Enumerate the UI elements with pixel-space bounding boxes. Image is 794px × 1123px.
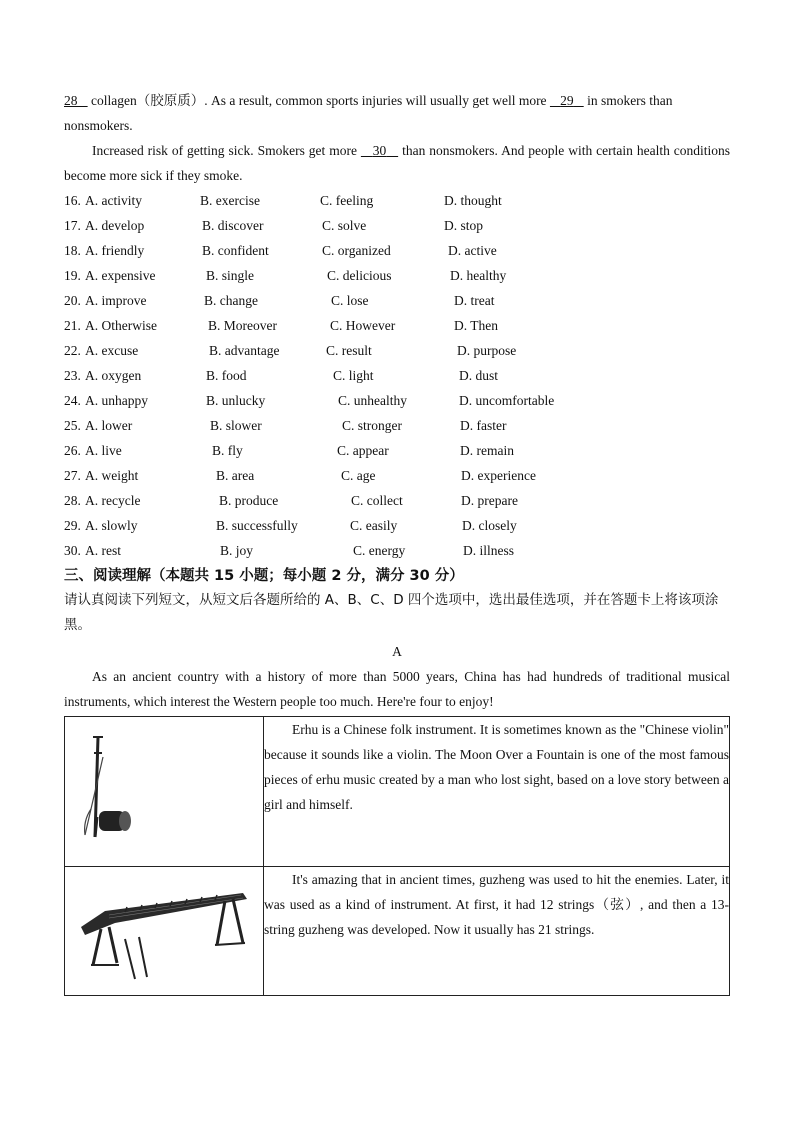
option-d: D. faster (460, 418, 507, 433)
option-c: C. lose (331, 293, 369, 308)
option-a: A. lower (85, 418, 133, 433)
option-d: D. Then (454, 318, 498, 333)
option-b: B. food (206, 368, 247, 383)
option-a: A. friendly (85, 243, 145, 258)
question-number: 25. (64, 418, 81, 433)
option-b: B. advantage (209, 343, 280, 358)
option-row (64, 538, 730, 563)
option-row (64, 463, 730, 488)
question-number: 27. (64, 468, 81, 483)
passage-text: collagen（胶原质）. As a result, common sports injuries will usually get well more (87, 93, 550, 108)
options-list (64, 188, 730, 563)
option-b: B. area (216, 468, 255, 483)
option-b: B. produce (219, 493, 279, 508)
option-row (64, 213, 730, 238)
option-b: B. joy (220, 543, 254, 558)
table-row (65, 717, 730, 867)
option-b: B. unlucky (206, 393, 266, 408)
option-a: A. unhappy (85, 393, 148, 408)
option-d: D. stop (444, 218, 484, 233)
question-number: 30. (64, 543, 81, 558)
question-number: 18. (64, 243, 81, 258)
passage-intro: As an ancient country with a history of more than 5000 years, China has had hundreds of traditional musical instruments, which interest the Western people too much. Here're four to enjoy! (64, 669, 730, 709)
option-a: A. excuse (85, 343, 139, 358)
option-a: A. weight (85, 468, 139, 483)
option-row (64, 363, 730, 388)
option-c: C. light (333, 368, 374, 383)
option-c: C. result (326, 343, 372, 358)
table-cell-image (65, 717, 264, 867)
option-c: C. age (341, 468, 376, 483)
option-b: B. exercise (200, 193, 260, 208)
option-a: A. live (85, 443, 122, 458)
table-row (65, 867, 730, 996)
option-c: C. collect (351, 493, 403, 508)
option-row (64, 338, 730, 363)
option-b: B. slower (210, 418, 262, 433)
option-a: A. recycle (85, 493, 141, 508)
question-number: 20. (64, 293, 81, 308)
option-b: B. discover (202, 218, 264, 233)
option-d: D. treat (454, 293, 495, 308)
option-d: D. prepare (461, 493, 518, 508)
blank-29: 29 (560, 93, 574, 108)
option-c: C. energy (353, 543, 406, 558)
option-b: B. change (204, 293, 258, 308)
option-d: D. experience (461, 468, 536, 483)
option-c: C. However (330, 318, 396, 333)
passage-label: A (392, 644, 402, 659)
option-row (64, 238, 730, 263)
section-instruction: 请认真阅读下列短文，从短文后各题所给的 A、B、C、D 四个选项中，选出最佳选项，并在答题卡上将该项涂黑。 (64, 592, 719, 633)
question-number: 23. (64, 368, 81, 383)
option-row (64, 288, 730, 313)
guzheng-icon (65, 867, 263, 990)
option-a: A. oxygen (85, 368, 142, 383)
question-number: 24. (64, 393, 81, 408)
option-d: D. healthy (450, 268, 507, 283)
option-row (64, 388, 730, 413)
question-number: 28. (64, 493, 81, 508)
table-cell-text (264, 867, 730, 996)
option-a: A. slowly (85, 518, 138, 533)
option-c: C. feeling (320, 193, 374, 208)
passage-line-2: nonsmokers. (64, 118, 133, 133)
section-title: 三、阅读理解（本题共 15 小题；每小题 2 分，满分 30 分） (64, 568, 464, 584)
instrument-description: It's amazing that in ancient times, guzheng was used to hit the enemies. Later, it was used as a kind of instrument. At first, it had 12 strings（弦）, and then a 13-string guzheng was developed. Now it usually has 21 strings. (264, 872, 729, 937)
question-number: 21. (64, 318, 81, 333)
option-a: A. activity (85, 193, 142, 208)
question-number: 26. (64, 443, 81, 458)
question-number: 17. (64, 218, 81, 233)
option-row (64, 488, 730, 513)
option-a: A. develop (85, 218, 145, 233)
option-c: C. easily (350, 518, 398, 533)
option-d: D. illness (463, 543, 515, 558)
passage-text: Increased risk of getting sick. Smokers get more (92, 143, 361, 158)
question-number: 29. (64, 518, 81, 533)
option-d: D. thought (444, 193, 502, 208)
blank-28: 28 (64, 93, 78, 108)
option-row (64, 513, 730, 538)
instrument-table (64, 716, 730, 996)
option-a: A. expensive (85, 268, 156, 283)
question-number: 16. (64, 193, 81, 208)
question-number: 22. (64, 343, 81, 358)
option-c: C. unhealthy (338, 393, 407, 408)
option-d: D. remain (460, 443, 514, 458)
question-number: 19. (64, 268, 81, 283)
option-b: B. single (206, 268, 255, 283)
option-b: B. fly (212, 443, 243, 458)
option-c: C. appear (337, 443, 389, 458)
option-b: B. successfully (216, 518, 298, 533)
option-a: A. Otherwise (85, 318, 157, 333)
option-a: A. improve (85, 293, 147, 308)
erhu-icon (65, 717, 263, 861)
option-d: D. uncomfortable (459, 393, 555, 408)
option-c: C. solve (322, 218, 367, 233)
passage-line-1 (64, 88, 730, 113)
option-d: D. active (448, 243, 497, 258)
option-d: D. closely (462, 518, 517, 533)
passage-text: than nonsmokers. And people with certain health conditions become more sick if they smoke. (64, 143, 731, 183)
blank-30: 30 (372, 143, 387, 158)
option-row (64, 313, 730, 338)
exam-page (64, 88, 730, 996)
option-row (64, 413, 730, 438)
option-c: C. organized (322, 243, 391, 258)
option-row (64, 188, 730, 213)
option-c: C. delicious (327, 268, 392, 283)
option-b: B. Moreover (208, 318, 277, 333)
passage-paragraph-2 (64, 138, 730, 188)
option-c: C. stronger (342, 418, 402, 433)
option-row (64, 438, 730, 463)
option-b: B. confident (202, 243, 269, 258)
option-d: D. dust (459, 368, 499, 383)
table-cell-image (65, 867, 264, 996)
passage-text: in smokers than (583, 93, 673, 108)
instrument-description: Erhu is a Chinese folk instrument. It is sometimes known as the "Chinese violin" because it sounds like a violin. The Moon Over a Fountain is one of the most famous pieces of erhu music created by a man who lost sight, based on a love story between a girl and himself. (264, 722, 729, 812)
option-d: D. purpose (457, 343, 517, 358)
option-row (64, 263, 730, 288)
table-cell-text (264, 717, 730, 867)
option-a: A. rest (85, 543, 121, 558)
